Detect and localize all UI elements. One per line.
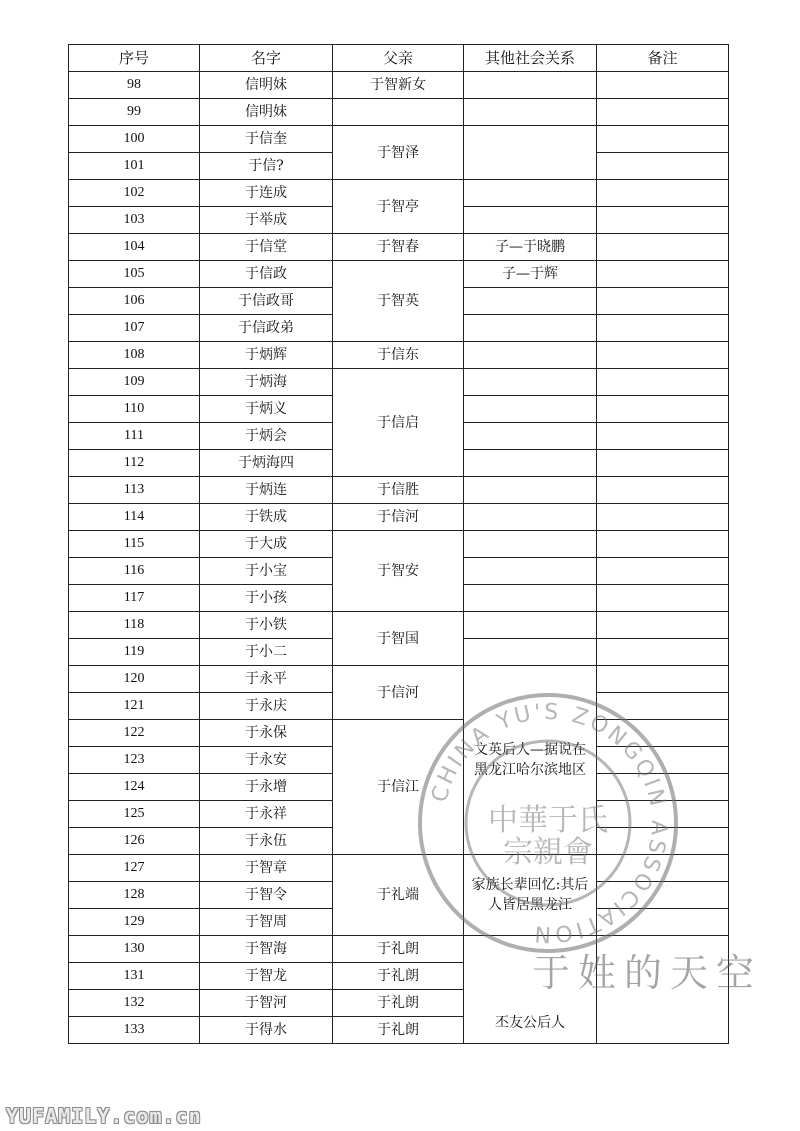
- father-cell: 于智春: [333, 234, 464, 261]
- relations-cell: [464, 396, 597, 423]
- notes-cell: [597, 639, 729, 666]
- relations-cell: [464, 126, 597, 180]
- relations-cell: [464, 180, 597, 207]
- relations-cell: 子—于辉: [464, 261, 597, 288]
- seq-cell: 133: [69, 1017, 200, 1044]
- father-cell: 于信胜: [333, 477, 464, 504]
- name-cell: 于信政弟: [200, 315, 333, 342]
- name-cell: 于信?: [200, 153, 333, 180]
- seq-cell: 112: [69, 450, 200, 477]
- name-cell: 于小宝: [200, 558, 333, 585]
- name-cell: 于炳海: [200, 369, 333, 396]
- table-row: [69, 261, 729, 288]
- seq-cell: 98: [69, 72, 200, 99]
- seq-cell: 100: [69, 126, 200, 153]
- table-row: [69, 342, 729, 369]
- seq-cell: 119: [69, 639, 200, 666]
- notes-cell: [597, 342, 729, 369]
- father-cell: 于礼朗: [333, 936, 464, 963]
- relations-cell: [464, 477, 597, 504]
- seq-cell: 120: [69, 666, 200, 693]
- notes-cell: [597, 882, 729, 909]
- notes-cell: [597, 585, 729, 612]
- seq-cell: 103: [69, 207, 200, 234]
- seq-cell: 125: [69, 801, 200, 828]
- name-cell: 于智河: [200, 990, 333, 1017]
- relations-cell: [464, 423, 597, 450]
- calligraphy-watermark: 于姓的天空: [532, 951, 763, 995]
- relations-cell: 子—于晓鹏: [464, 234, 597, 261]
- table-row: [69, 126, 729, 153]
- notes-cell: [597, 720, 729, 747]
- name-cell: 于信政哥: [200, 288, 333, 315]
- genealogy-table: [68, 44, 729, 1044]
- relations-cell: 家族长辈回忆:其后人皆居黑龙江: [464, 855, 597, 936]
- seq-cell: 129: [69, 909, 200, 936]
- relations-cell: 文英后人—据说在黑龙江哈尔滨地区: [464, 666, 597, 855]
- name-cell: 于小铁: [200, 612, 333, 639]
- seq-cell: 117: [69, 585, 200, 612]
- name-cell: 于智令: [200, 882, 333, 909]
- seq-cell: 124: [69, 774, 200, 801]
- name-cell: 于炳义: [200, 396, 333, 423]
- father-cell: 于信河: [333, 666, 464, 720]
- notes-cell: [597, 693, 729, 720]
- notes-cell: [597, 774, 729, 801]
- father-cell: 于礼朗: [333, 990, 464, 1017]
- seq-cell: 131: [69, 963, 200, 990]
- header-relations: 其他社会关系: [464, 45, 597, 72]
- name-cell: 于信堂: [200, 234, 333, 261]
- seq-cell: 127: [69, 855, 200, 882]
- name-cell: 于铁成: [200, 504, 333, 531]
- seq-cell: 104: [69, 234, 200, 261]
- father-cell: 于智泽: [333, 126, 464, 180]
- notes-cell: [597, 612, 729, 639]
- seq-cell: 102: [69, 180, 200, 207]
- notes-cell: [597, 504, 729, 531]
- seq-cell: 115: [69, 531, 200, 558]
- notes-cell: [597, 180, 729, 207]
- relations-cell: [464, 585, 597, 612]
- father-cell: 于礼朗: [333, 1017, 464, 1044]
- name-cell: 于小孩: [200, 585, 333, 612]
- table-row: [69, 369, 729, 396]
- seq-cell: 132: [69, 990, 200, 1017]
- seq-cell: 110: [69, 396, 200, 423]
- table-row: [69, 666, 729, 693]
- table-row: [69, 720, 729, 747]
- table-row: [69, 72, 729, 99]
- father-cell: 于智安: [333, 531, 464, 612]
- relations-cell: [464, 342, 597, 369]
- seq-cell: 128: [69, 882, 200, 909]
- notes-cell: [597, 531, 729, 558]
- relations-cell: [464, 99, 597, 126]
- notes-cell: [597, 558, 729, 585]
- relations-cell: [464, 450, 597, 477]
- relations-cell: 丕友公后人: [464, 936, 597, 1044]
- header-father: 父亲: [333, 45, 464, 72]
- father-cell: 于信江: [333, 720, 464, 855]
- notes-cell: [597, 666, 729, 693]
- relations-cell: [464, 288, 597, 315]
- father-cell: 于智亭: [333, 180, 464, 234]
- header-row: [69, 45, 729, 72]
- name-cell: 于大成: [200, 531, 333, 558]
- notes-cell: [597, 315, 729, 342]
- seq-cell: 126: [69, 828, 200, 855]
- name-cell: 于连成: [200, 180, 333, 207]
- relations-cell: [464, 558, 597, 585]
- relations-cell: [464, 369, 597, 396]
- notes-cell: [597, 153, 729, 180]
- header-notes: 备注: [597, 45, 729, 72]
- seq-cell: 116: [69, 558, 200, 585]
- relations-cell: [464, 612, 597, 639]
- name-cell: 于永庆: [200, 693, 333, 720]
- name-cell: 于炳会: [200, 423, 333, 450]
- notes-cell: [597, 828, 729, 855]
- notes-cell: [597, 207, 729, 234]
- table-row: [69, 99, 729, 126]
- seq-cell: 114: [69, 504, 200, 531]
- seq-cell: 113: [69, 477, 200, 504]
- name-cell: 于小二: [200, 639, 333, 666]
- notes-cell: [597, 747, 729, 774]
- notes-cell: [597, 855, 729, 882]
- name-cell: 信明妹: [200, 99, 333, 126]
- relations-cell: [464, 315, 597, 342]
- name-cell: 于永伍: [200, 828, 333, 855]
- father-cell: 于礼朗: [333, 963, 464, 990]
- table-row: [69, 531, 729, 558]
- name-cell: 于永祥: [200, 801, 333, 828]
- table-row: [69, 234, 729, 261]
- name-cell: 于炳海四: [200, 450, 333, 477]
- name-cell: 于永平: [200, 666, 333, 693]
- name-cell: 于永安: [200, 747, 333, 774]
- seq-cell: 111: [69, 423, 200, 450]
- father-cell: 于信河: [333, 504, 464, 531]
- table-row: [69, 504, 729, 531]
- table-row: [69, 855, 729, 882]
- seq-cell: 107: [69, 315, 200, 342]
- father-cell: 于信启: [333, 369, 464, 477]
- seq-cell: 118: [69, 612, 200, 639]
- relations-cell: [464, 531, 597, 558]
- notes-cell: [597, 396, 729, 423]
- table-row: [69, 612, 729, 639]
- notes-cell: [597, 288, 729, 315]
- notes-cell: [597, 909, 729, 936]
- seq-cell: 108: [69, 342, 200, 369]
- header-name: 名字: [200, 45, 333, 72]
- name-cell: 于信奎: [200, 126, 333, 153]
- name-cell: 于信政: [200, 261, 333, 288]
- name-cell: 于永增: [200, 774, 333, 801]
- notes-cell: [597, 477, 729, 504]
- name-cell: 于智章: [200, 855, 333, 882]
- name-cell: 于智龙: [200, 963, 333, 990]
- father-cell: 于礼端: [333, 855, 464, 936]
- father-cell: 于智新女: [333, 72, 464, 99]
- name-cell: 于炳辉: [200, 342, 333, 369]
- header-seq: 序号: [69, 45, 200, 72]
- seq-cell: 123: [69, 747, 200, 774]
- notes-cell: [597, 450, 729, 477]
- notes-cell: [597, 234, 729, 261]
- name-cell: 信明妹: [200, 72, 333, 99]
- relations-cell: [464, 639, 597, 666]
- notes-cell: [597, 801, 729, 828]
- relations-cell: [464, 504, 597, 531]
- name-cell: 于炳连: [200, 477, 333, 504]
- relations-cell: [464, 207, 597, 234]
- seq-cell: 101: [69, 153, 200, 180]
- name-cell: 于举成: [200, 207, 333, 234]
- seq-cell: 99: [69, 99, 200, 126]
- seq-cell: 109: [69, 369, 200, 396]
- seal-center-line1: 中華于氏: [488, 803, 608, 838]
- name-cell: 于智海: [200, 936, 333, 963]
- notes-cell: [597, 99, 729, 126]
- seal-center-line2: 宗親會: [503, 835, 593, 870]
- father-cell: [333, 99, 464, 126]
- table-row: [69, 180, 729, 207]
- father-cell: 于信东: [333, 342, 464, 369]
- table-row: [69, 477, 729, 504]
- seq-cell: 106: [69, 288, 200, 315]
- father-cell: 于智国: [333, 612, 464, 666]
- relations-cell: [464, 72, 597, 99]
- seq-cell: 121: [69, 693, 200, 720]
- name-cell: 于智周: [200, 909, 333, 936]
- seq-cell: 130: [69, 936, 200, 963]
- name-cell: 于得水: [200, 1017, 333, 1044]
- site-footer-text: YUFAMILY.com.cn: [6, 1104, 202, 1128]
- notes-cell: [597, 126, 729, 153]
- seq-cell: 105: [69, 261, 200, 288]
- name-cell: 于永保: [200, 720, 333, 747]
- notes-cell: [597, 369, 729, 396]
- father-cell: 于智英: [333, 261, 464, 342]
- seal-ring-text: CHINA YU'S ZONGQIN ASSOCIATION: [427, 699, 672, 947]
- notes-cell: [597, 72, 729, 99]
- seq-cell: 122: [69, 720, 200, 747]
- notes-cell: [597, 423, 729, 450]
- notes-cell: [597, 261, 729, 288]
